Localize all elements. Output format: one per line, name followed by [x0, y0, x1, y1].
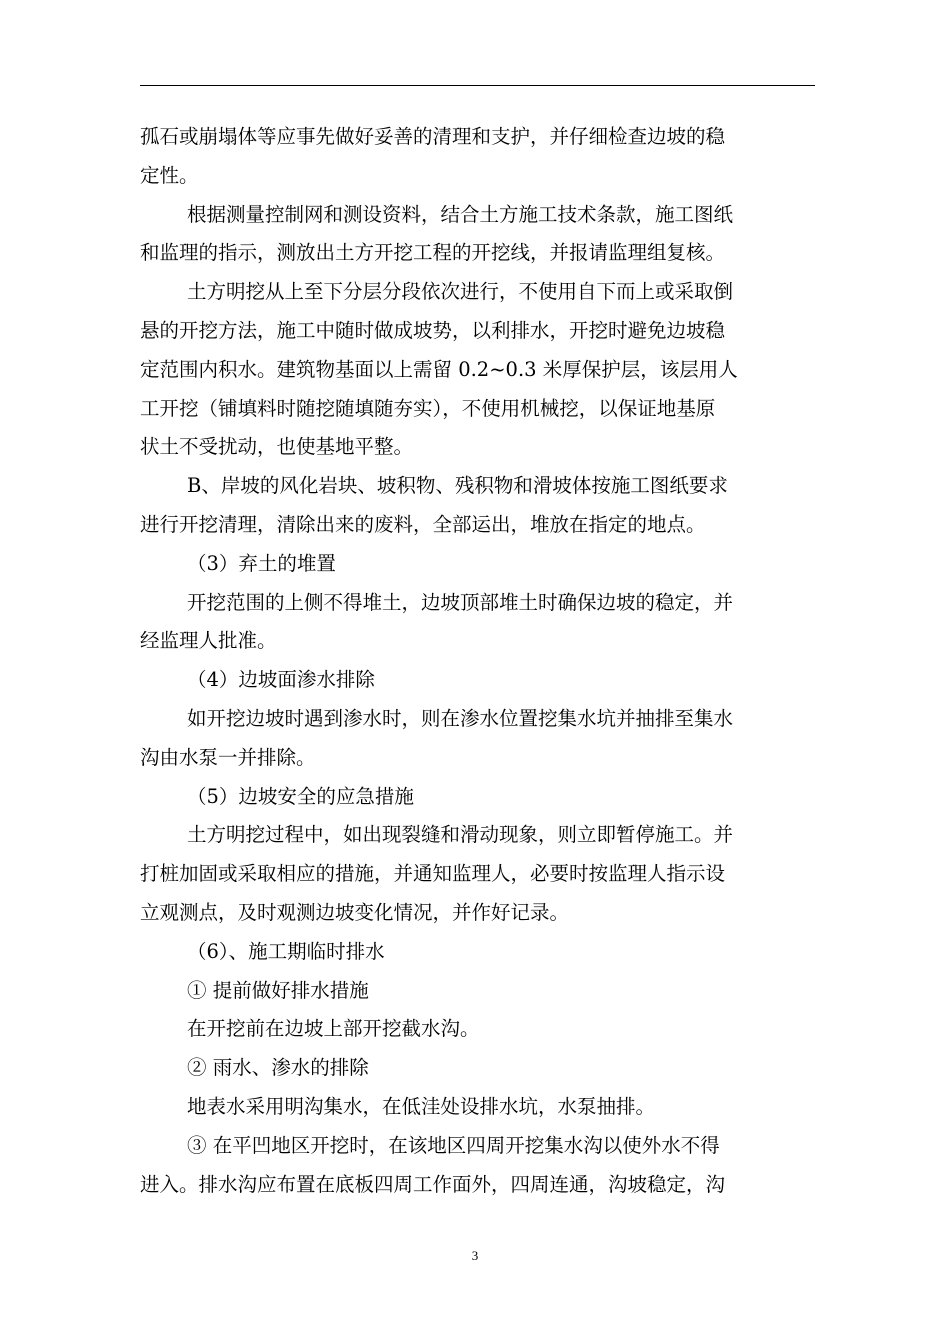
text-line: ① 提前做好排水措施 [187, 978, 369, 1002]
text-line: （6）、施工期临时排水 [187, 939, 385, 963]
text-line: 孤石或崩塌体等应事先做好妥善的清理和支护，并仔细检查边坡的稳 [140, 125, 726, 148]
text-line: 定范围内积水。建筑物基面以上需留 0.2~0.3 米厚保护层，该层用人 [140, 357, 738, 381]
text-line: 工开挖（铺填料时随挖随填随夯实），不使用机械挖，以保证地基原 [140, 396, 716, 420]
document-body [140, 118, 815, 1204]
text-line: 打桩加固或采取相应的措施，并通知监理人，必要时按监理人指示设 [140, 862, 726, 886]
text-line: 开挖范围的上侧不得堆土，边坡顶部堆土时确保边坡的稳定，并 [187, 590, 734, 614]
text-line: （4）边坡面渗水排除 [187, 668, 375, 692]
text-line: 沟由水泵一并排除。 [140, 745, 316, 769]
text-line: B、岸坡的风化岩块、坡积物、残积物和滑坡体按施工图纸要求 [187, 474, 728, 498]
text-line: 悬的开挖方法，施工中随时做成坡势，以利排水，开挖时避免边坡稳 [140, 318, 726, 342]
text-line: 立观测点，及时观测边坡变化情况，并作好记录。 [140, 900, 570, 924]
text-line: 地表水采用明沟集水，在低洼处设排水坑，水泵抽排。 [187, 1094, 656, 1118]
page-number: 3 [471, 1248, 479, 1263]
text-line: 进行开挖清理，清除出来的废料，全部运出，堆放在指定的地点。 [140, 512, 706, 536]
text-line: 状土不受扰动，也使基地平整。 [140, 435, 414, 459]
text-line: ③ 在平凹地区开挖时，在该地区四周开挖集水沟以使外水不得 [187, 1133, 720, 1157]
text-line: 和监理的指示，测放出土方开挖工程的开挖线，并报请监理组复核。 [140, 241, 726, 265]
text-line: 进入。排水沟应布置在底板四周工作面外，四周连通，沟坡稳定，沟 [140, 1172, 726, 1196]
text-line: ② 雨水、渗水的排除 [187, 1056, 369, 1080]
text-line: （3）弃土的堆置 [187, 551, 336, 575]
text-line: 在开挖前在边坡上部开挖截水沟。 [187, 1017, 480, 1041]
text-line: 土方明挖过程中，如出现裂缝和滑动现象，则立即暂停施工。并 [187, 823, 734, 847]
text-line: 如开挖边坡时遇到渗水时，则在渗水位置挖集水坑并抽排至集水 [187, 706, 734, 730]
text-line: 经监理人批准。 [140, 629, 277, 653]
text-line: 土方明挖从上至下分层分段依次进行，不使用自下而上或采取倒 [187, 280, 734, 304]
text-line: （5）边坡安全的应急措施 [187, 784, 414, 808]
text-line: 定性。 [140, 163, 199, 187]
text-line: 根据测量控制网和测设资料，结合土方施工技术条款，施工图纸 [187, 202, 734, 226]
header-rule [140, 85, 815, 86]
